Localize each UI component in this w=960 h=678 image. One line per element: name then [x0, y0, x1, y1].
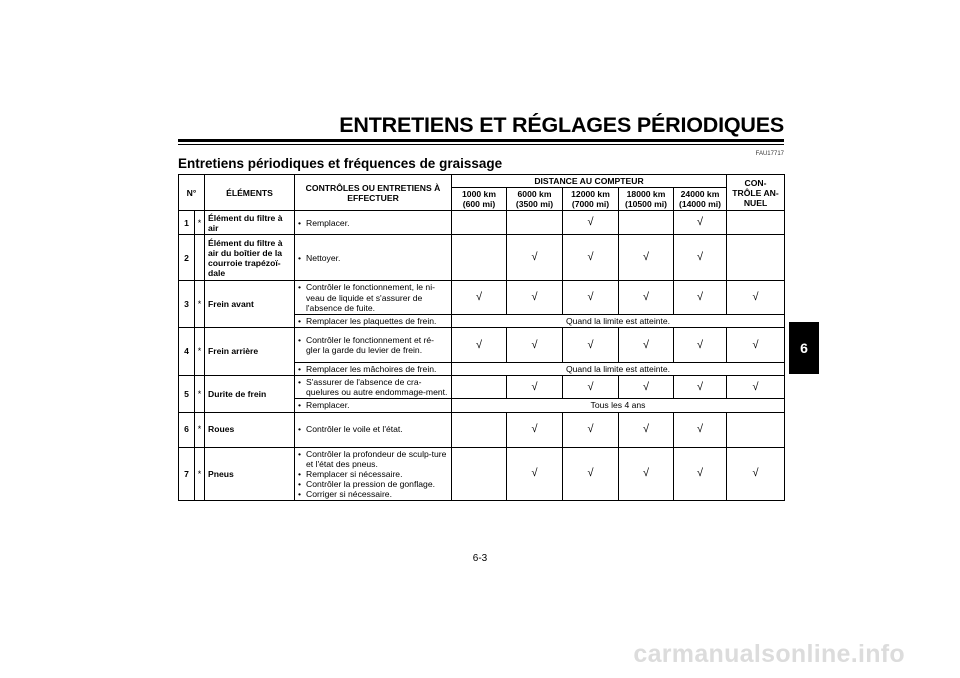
row-element: Frein avant: [205, 281, 295, 328]
check-cell: [619, 235, 674, 281]
check-mark: √: [696, 338, 704, 351]
check-mark: √: [696, 251, 704, 264]
interval-km: 24000 km: [680, 189, 720, 200]
header-rule-thin: [178, 144, 784, 145]
header-interval: [674, 188, 727, 211]
check-cell: [563, 447, 619, 501]
check-cell: [507, 211, 563, 235]
check-cell: [674, 281, 727, 314]
row-actions: [295, 211, 452, 235]
row-element: Pneus: [205, 447, 295, 501]
check-cell: [563, 211, 619, 235]
check-mark: √: [531, 291, 538, 304]
action-item: • Remplacer.: [298, 218, 448, 228]
check-cell: [674, 447, 727, 501]
table-row: [179, 447, 785, 501]
header-distance: DISTANCE AU COMPTEUR: [452, 175, 727, 188]
check-mark: √: [587, 467, 594, 480]
check-mark: √: [531, 380, 538, 393]
table-row: [179, 376, 785, 399]
row-actions: [295, 327, 452, 362]
row-star: *: [195, 447, 205, 501]
action-item: • Remplacer si nécessaire.: [298, 469, 448, 479]
check-cell: [674, 412, 727, 447]
check-cell: [452, 327, 507, 362]
check-mark: √: [752, 467, 759, 480]
check-cell: [563, 376, 619, 399]
check-mark: √: [642, 380, 650, 393]
interval-note: Quand la limite est atteinte.: [452, 362, 785, 375]
check-mark: √: [475, 291, 483, 304]
table-row: [179, 235, 785, 281]
check-mark: √: [587, 338, 594, 351]
interval-mi: (600 mi): [462, 199, 496, 210]
check-mark: √: [642, 467, 650, 480]
check-cell: [619, 211, 674, 235]
interval-km: 1000 km: [462, 189, 496, 200]
check-cell: [452, 412, 507, 447]
check-mark: √: [752, 291, 759, 304]
interval-km: 18000 km: [626, 189, 666, 200]
check-cell: [452, 376, 507, 399]
table-row: [179, 211, 785, 235]
row-actions: [295, 376, 452, 399]
header-elements: ÉLÉMENTS: [205, 175, 295, 211]
check-mark: √: [587, 423, 594, 436]
header-num: N°: [179, 175, 205, 211]
check-cell: [507, 376, 563, 399]
check-cell: [452, 235, 507, 281]
header-interval: [563, 188, 619, 211]
check-mark: √: [752, 338, 759, 351]
check-cell: [619, 376, 674, 399]
row-actions-secondary: [295, 399, 452, 412]
check-mark: √: [587, 251, 594, 264]
chapter-tab: 6: [789, 322, 819, 374]
table-row: [179, 281, 785, 314]
action-item: • Nettoyer.: [298, 253, 448, 263]
check-mark: √: [642, 338, 650, 351]
check-mark: √: [587, 291, 594, 304]
check-cell: [727, 211, 785, 235]
watermark: carmanualsonline.info: [633, 640, 905, 668]
row-star: *: [195, 376, 205, 412]
check-cell: [507, 412, 563, 447]
check-mark: √: [642, 423, 650, 436]
check-cell: [507, 327, 563, 362]
check-cell: [619, 281, 674, 314]
row-actions-secondary: [295, 362, 452, 375]
row-actions: [295, 281, 452, 314]
action-item: • Remplacer les plaquettes de frein.: [298, 316, 448, 326]
row-number: 5: [179, 376, 195, 412]
header-interval: [619, 188, 674, 211]
row-actions: [295, 412, 452, 447]
action-item: • Contrôler le voile et l'état.: [298, 424, 448, 434]
reference-code: FAU17717: [755, 151, 784, 157]
table-row: [179, 327, 785, 362]
check-cell: [452, 211, 507, 235]
row-number: 4: [179, 327, 195, 375]
check-mark: √: [531, 467, 538, 480]
check-mark: √: [475, 338, 483, 351]
action-item: • Remplacer les mâchoires de frein.: [298, 364, 448, 374]
check-mark: √: [587, 216, 594, 229]
header-row: [179, 175, 785, 188]
check-cell: [727, 376, 785, 399]
check-cell: [727, 235, 785, 281]
check-cell: [619, 327, 674, 362]
interval-note: Tous les 4 ans: [452, 399, 785, 412]
check-cell: [507, 281, 563, 314]
row-actions-secondary: [295, 314, 452, 327]
action-item: • Remplacer.: [298, 400, 448, 410]
check-mark: √: [587, 380, 594, 393]
row-element: Élément du filtre à air: [205, 211, 295, 235]
check-cell: [563, 327, 619, 362]
interval-mi: (10500 mi): [624, 199, 668, 210]
check-mark: √: [696, 467, 704, 480]
action-item: • Contrôler le fonctionnement, le ni-veau de liquide et s'assurer de l'absence de fuite.: [298, 282, 448, 312]
check-mark: √: [696, 423, 704, 436]
check-mark: √: [531, 251, 538, 264]
check-cell: [619, 412, 674, 447]
interval-km: 6000 km: [517, 189, 552, 200]
row-number: 7: [179, 447, 195, 501]
check-cell: [727, 281, 785, 314]
row-number: 2: [179, 235, 195, 281]
action-item: • Contrôler le fonctionnement et ré-gler la garde du levier de frein.: [298, 335, 448, 355]
check-cell: [674, 327, 727, 362]
row-star: *: [195, 211, 205, 235]
row-actions: [295, 447, 452, 501]
check-cell: [507, 447, 563, 501]
header-interval: [507, 188, 563, 211]
interval-km: 12000 km: [571, 189, 610, 200]
header-controls: CONTRÔLES OU ENTRETIENS À EFFECTUER: [295, 175, 452, 211]
check-mark: √: [531, 423, 538, 436]
check-mark: √: [696, 380, 704, 393]
row-number: 6: [179, 412, 195, 447]
interval-mi: (7000 mi): [571, 199, 610, 210]
check-mark: √: [642, 251, 650, 264]
check-mark: √: [752, 380, 759, 393]
check-mark: √: [642, 291, 650, 304]
check-cell: [674, 211, 727, 235]
row-element: Élément du filtre à air du boîtier de la courroie trapézoï-dale: [205, 235, 295, 281]
maintenance-table: [178, 174, 785, 501]
check-cell: [563, 235, 619, 281]
action-item: • S'assurer de l'absence de cra-quelures ou autre endommage-ment.: [298, 377, 448, 397]
interval-mi: (3500 mi): [515, 199, 554, 210]
header-rule-thick: [178, 139, 784, 142]
check-cell: [507, 235, 563, 281]
check-cell: [674, 376, 727, 399]
interval-note: Quand la limite est atteinte.: [452, 314, 785, 327]
check-cell: [727, 447, 785, 501]
row-element: Frein arrière: [205, 327, 295, 375]
check-cell: [563, 412, 619, 447]
check-mark: √: [696, 291, 704, 304]
row-number: 1: [179, 211, 195, 235]
header-interval: [452, 188, 507, 211]
header-annual: CON-TRÔLE AN-NUEL: [727, 175, 785, 211]
row-star: *: [195, 412, 205, 447]
row-star: *: [195, 281, 205, 328]
page-header-title: ENTRETIENS ET RÉGLAGES PÉRIODIQUES: [339, 113, 784, 137]
page-number: 6-3: [472, 553, 488, 564]
row-number: 3: [179, 281, 195, 328]
check-cell: [727, 412, 785, 447]
action-item: • Corriger si nécessaire.: [298, 489, 448, 499]
check-cell: [452, 447, 507, 501]
row-element: Roues: [205, 412, 295, 447]
action-item: • Contrôler la profondeur de sculp-ture et l'état des pneus.: [298, 449, 448, 469]
table-row: [179, 412, 785, 447]
check-cell: [727, 327, 785, 362]
action-item: • Contrôler la pression de gonflage.: [298, 479, 448, 489]
row-star: [195, 235, 205, 281]
check-mark: √: [696, 216, 704, 229]
check-cell: [452, 281, 507, 314]
check-cell: [619, 447, 674, 501]
row-star: *: [195, 327, 205, 375]
check-cell: [674, 235, 727, 281]
row-actions: [295, 235, 452, 281]
check-mark: √: [531, 338, 538, 351]
row-element: Durite de frein: [205, 376, 295, 412]
section-title: Entretiens périodiques et fréquences de graissage: [178, 156, 503, 171]
check-cell: [563, 281, 619, 314]
interval-mi: (14000 mi): [678, 199, 722, 210]
